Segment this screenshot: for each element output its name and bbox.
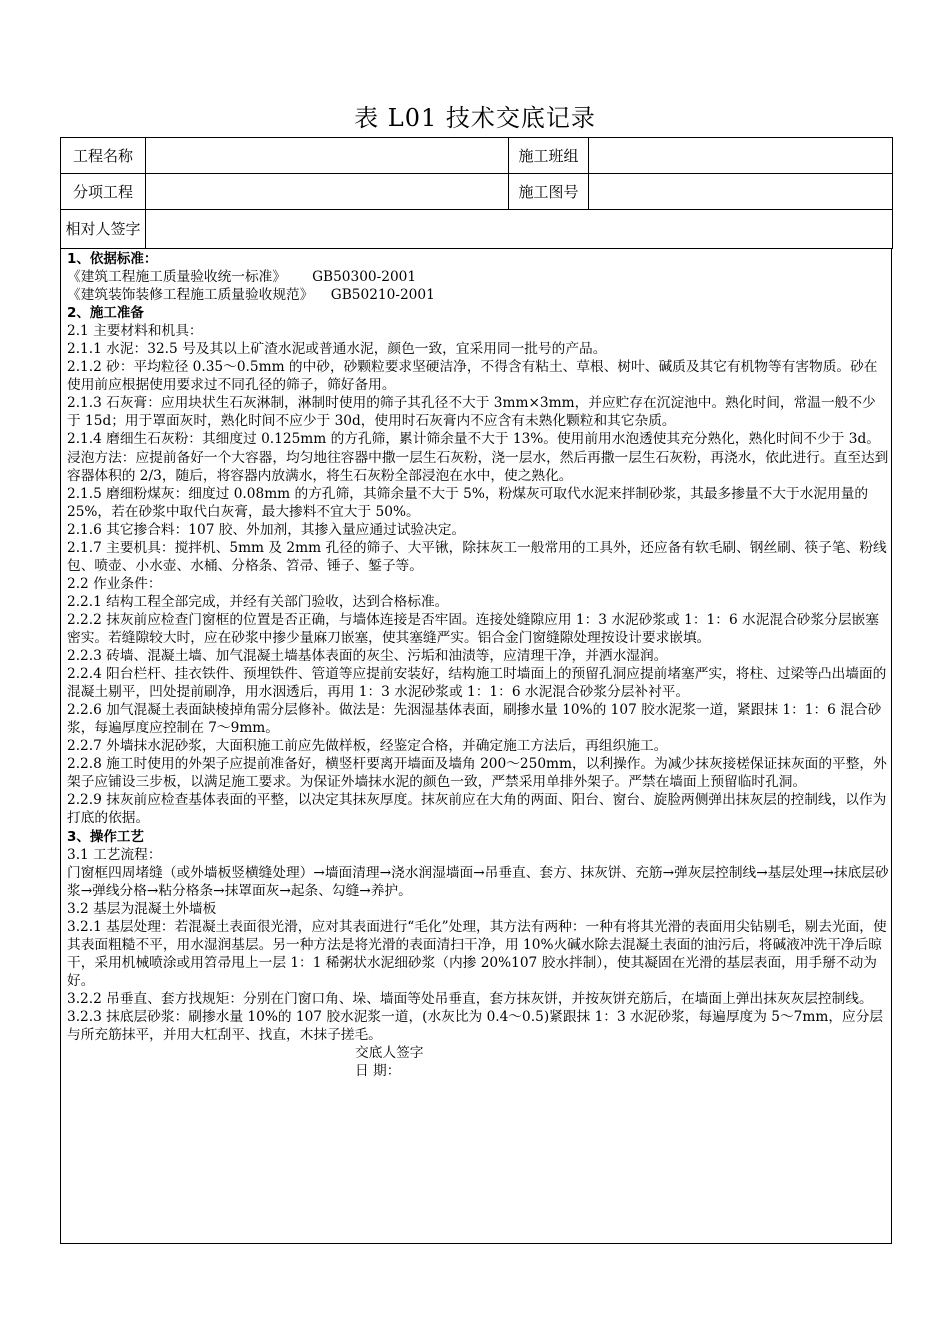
- paragraph: 3.2.3 抹底层砂浆：刷掺水量 10%的 107 胶水泥浆一道，(水灰比为 0.4～0.5)紧跟抹 1：3 水泥砂浆，每遍厚度为 5～7mm，应分层与所充筋抹平，并用大杠刮平、找直，木抹子搓毛。: [67, 1008, 884, 1044]
- project-name-field[interactable]: [146, 138, 509, 174]
- paragraph: 浸泡方法：应提前备好一个大容器，均匀地往容器中撒一层生石灰粉，浇一层水，然后再撒一层生石灰粉，再浇水，依此进行。直至达到容器体积的 2/3，随后，将容器内放满水，将生石灰粉全部浸泡在水中，使之熟化。: [67, 449, 889, 484]
- sub-project-field[interactable]: [146, 174, 509, 210]
- paragraph: 2.2.6 加气混凝土表面缺棱掉角需分层修补。做法是：先洇湿基体表面，刷掺水量 10%的 107 胶水泥浆一道，紧跟抹 1：1：6 混合砂浆，每遍厚度应控制在 7～9mm。: [67, 702, 882, 737]
- paragraph: 2.2.9 抹灰前应检查基体表面的平整，以决定其抹灰厚度。抹灰前应在大角的两面、阳台、窗台、旋脸两侧弹出抹灰层的控制线，以作为打底的依据。: [67, 792, 887, 827]
- counterpart-sign-label: 相对人签字: [61, 210, 146, 249]
- paragraph: 2.2.7 外墙抹水泥砂浆，大面积施工前应先做样板，经鉴定合格，并确定施工方法后，再组织施工。: [67, 738, 668, 755]
- drawing-no-field[interactable]: [589, 174, 893, 210]
- paragraph: 3.2.1 基层处理：若混凝土表面很光滑，应对其表面进行“毛化”处理，其方法有两种：一种有将其光滑的表面用尖钻剔毛，剔去光面，使其表面粗糙不平，用水湿润基层。另一种方法是将光滑的表面清扫干净，用 10%火碱水除去混凝土表面的油污后，将碱液冲洗干净后晾干，采用机械喷涂或用笤帚甩上一层 1：1 稀粥状水泥细砂浆（内掺 20%107 胶水拌制），使其凝固在光滑的基层表面，用手掰不动为好。: [67, 918, 887, 989]
- section-heading: 3、操作工艺: [67, 828, 144, 845]
- paragraph: 2.1.6 其它掺合料：107 胶、外加剂，其掺入量应通过试验决定。: [67, 521, 466, 538]
- date-label: 日 期：: [355, 1063, 401, 1080]
- paragraph: 2.2.8 施工时使用的外架子应提前准备好，横竖杆要离开墙面及墙角 200～250mm，以利操作。为减少抹灰接槎保证抹灰面的平整，外架子应铺设三步板，以满足施工要求。为保证外墙抹水泥的颜色一致，严禁采用单排外架子。严禁在墙面上预留临时孔洞。: [67, 756, 887, 791]
- paragraph: 2.2.4 阳台栏杆、挂衣铁件、预埋铁件、管道等应提前安装好，结构施工时墙面上的预留孔洞应提前堵塞严实，将柱、过梁等凸出墙面的混凝土剔平，凹处提前刷净，用水洇透后，再用 1：3 水泥砂浆或 1：1：6 水泥混合砂浆分层补衬平。: [67, 666, 887, 701]
- paragraph: 3.1 工艺流程：: [67, 846, 162, 863]
- paragraph: 2.1.3 石灰膏：应用块状生石灰淋制，淋制时使用的筛子其孔径不大于 3mm×3mm，并应贮存在沉淀池中。熟化时间，常温一般不少于 15d；用于罩面灰时，熟化时间不应少于 30d，使用时石灰膏内不应含有未熟化颗粒和其它杂质。: [67, 395, 876, 430]
- section-heading: 1、依据标准：: [67, 251, 158, 267]
- sub-project-label: 分项工程: [61, 174, 146, 210]
- paragraph: 2.2 作业条件：: [67, 575, 162, 592]
- paragraph: 2.1.7 主要机具：搅拌机、5mm 及 2mm 孔径的筛子、大平锹，除抹灰工一般常用的工具外，还应备有软毛刷、钢丝刷、筷子笔、粉线包、喷壶、小水壶、水桶、分格条、笤帚、锤子、錾子等。: [67, 539, 887, 574]
- standard-reference: 《建筑装饰装修工程施工质量验收规范》 GB50210-2001: [67, 287, 435, 304]
- paragraph: 2.2.1 结构工程全部完成，并经有关部门验收，达到合格标准。: [67, 593, 449, 610]
- paragraph: 2.1 主要材料和机具：: [67, 323, 203, 340]
- paragraph: 3.2.2 吊垂直、套方找规矩：分别在门窗口角、垛、墙面等处吊垂直，套方抹灰饼，并按灰饼充筋后，在墙面上弹出抹灰灰层控制线。: [67, 990, 873, 1007]
- header-table: [60, 137, 893, 249]
- standard-reference: 《建筑工程施工质量验收统一标准》 GB50300-2001: [67, 269, 417, 286]
- paragraph: 2.2.2 抹灰前应检查门窗框的位置是否正确，与墙体连接是否牢固。连接处缝隙应用 1：3 水泥砂浆或 1：1：6 水泥混合砂浆分层嵌塞密实。若缝隙较大时，应在砂浆中掺少量麻刀嵌塞，使其塞缝严实。铝合金门窗缝隙处理按设计要求嵌填。: [67, 611, 879, 646]
- paragraph: 2.1.1 水泥：32.5 号及其以上矿渣水泥或普通水泥，颜色一致，宜采用同一批号的产品。: [67, 341, 607, 358]
- team-field[interactable]: [589, 138, 893, 174]
- counterpart-sign-field[interactable]: [146, 210, 893, 249]
- paragraph: 2.2.3 砖墙、混凝土墙、加气混凝土墙基体表面的灰尘、污垢和油渍等，应清理干净，并洒水湿润。: [67, 648, 668, 665]
- section-heading: 2、施工准备: [67, 305, 144, 322]
- paragraph: 2.1.4 磨细生石灰粉：其细度过 0.125mm 的方孔筛，累计筛余量不大于 13%。使用前用水泡透使其充分熟化，熟化时间不少于 3d。: [67, 431, 880, 448]
- drawing-no-label: 施工图号: [509, 174, 589, 210]
- disclosure-content-box: [60, 248, 892, 1244]
- disclosure-content: [67, 250, 889, 1080]
- signer-label: 交底人签字: [355, 1045, 424, 1062]
- team-label: 施工班组: [509, 138, 589, 174]
- paragraph: 3.2 基层为混凝土外墙板: [67, 900, 217, 917]
- paragraph: 门窗框四周堵缝（或外墙板竖横缝处理）→墙面清理→浇水润湿墙面→吊垂直、套方、抹灰饼、充筋→弹灰层控制线→基层处理→抹底层砂浆→弹线分格→粘分格条→抹罩面灰→起条、勾缝→养护。: [67, 864, 889, 899]
- project-name-label: 工程名称: [61, 138, 146, 174]
- paragraph: 2.1.2 砂：平均粒径 0.35～0.5mm 的中砂，砂颗粒要求坚硬洁净，不得含有粘土、草根、树叶、碱质及其它有机物等有害物质。砂在使用前应根据使用要求过不同孔径的筛子，筛好备用。: [67, 359, 878, 394]
- paragraph: 2.1.5 磨细粉煤灰：细度过 0.08mm 的方孔筛，其筛余量不大于 5%，粉煤灰可取代水泥来拌制砂浆，其最多掺量不大于水泥用量的 25%，若在砂浆中取代白灰膏，最大掺料不宜大于 50%。: [67, 485, 869, 520]
- document-title: 表 L01 技术交底记录: [354, 104, 596, 132]
